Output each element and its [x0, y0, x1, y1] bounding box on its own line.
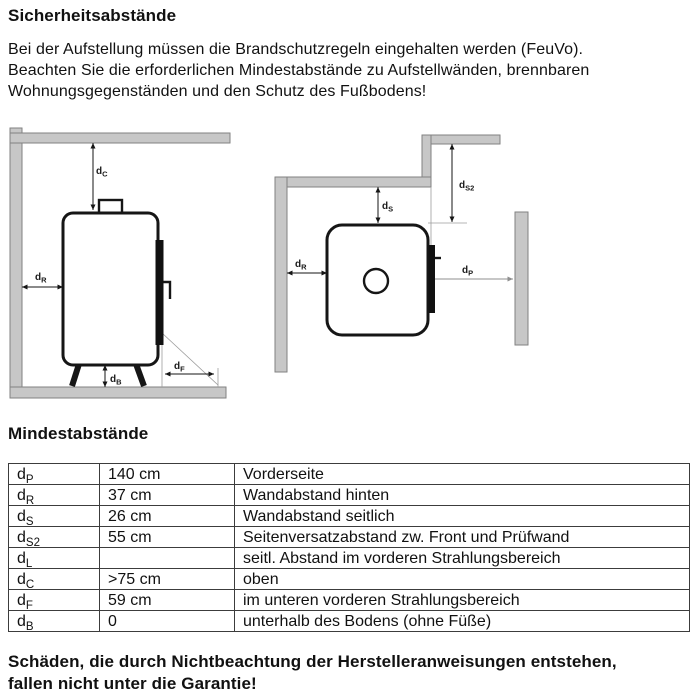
distance-symbol: $d_{S2}$: [9, 527, 100, 548]
dr-label-side: $d_R$: [35, 272, 47, 285]
distance-desc: Wandabstand seitlich: [235, 506, 690, 527]
top-view-diagram: [275, 135, 528, 372]
table-row: [9, 548, 690, 569]
side-wall-top: [277, 177, 431, 187]
rear-wall: [10, 128, 22, 398]
stove-door-side: [156, 240, 164, 345]
table-row: [9, 506, 690, 527]
stove-door-top: [429, 245, 436, 313]
flue-pipe-circle: [364, 269, 388, 293]
intro-paragraph: [8, 39, 589, 102]
door-handle-side: [164, 282, 171, 299]
distance-value: 0: [100, 611, 235, 632]
page-title: Sicherheitsabstände: [8, 6, 177, 25]
ds2-label: $d_{S2}$: [459, 180, 475, 193]
warranty-note-line: Schäden, die durch Nichtbeachtung der Herstelleranweisungen entstehen,: [8, 652, 617, 671]
table-row: [9, 485, 690, 506]
distance-desc: oben: [235, 569, 690, 590]
distance-symbol: $d_F$: [9, 590, 100, 611]
dc-label: $d_C$: [96, 166, 108, 179]
distance-value: 37 cm: [100, 485, 235, 506]
distance-symbol: $d_C$: [9, 569, 100, 590]
stove-rear-leg: [136, 364, 144, 386]
distance-desc: Vorderseite: [235, 464, 690, 485]
ds-label: $d_S$: [382, 201, 394, 214]
offset-wall: [422, 135, 500, 144]
distance-value: [100, 548, 235, 569]
distance-symbol: $d_L$: [9, 548, 100, 569]
side-view-diagram: [10, 128, 230, 398]
stove-front-leg: [72, 364, 79, 386]
distance-value: 140 cm: [100, 464, 235, 485]
db-label: $d_B$: [110, 374, 122, 387]
clearance-diagram-svg: [0, 122, 698, 414]
distance-desc: Wandabstand hinten: [235, 485, 690, 506]
rear-wall-top: [275, 177, 287, 372]
distance-symbol: $d_R$: [9, 485, 100, 506]
distance-value: >75 cm: [100, 569, 235, 590]
distance-value: 59 cm: [100, 590, 235, 611]
table-row: [9, 527, 690, 548]
intro-line: Beachten Sie die erforderlichen Mindestabstände zu Aufstellwänden, brennbaren: [8, 62, 590, 79]
section-title: Mindestabstände: [8, 424, 149, 443]
stove-body-side: [63, 213, 158, 365]
floor: [10, 387, 226, 398]
distance-symbol: $d_B$: [9, 611, 100, 632]
intro-line: Wohnungsgegenständen und den Schutz des Fußbodens!: [8, 83, 427, 100]
distance-desc: unterhalb des Bodens (ohne Füße): [235, 611, 690, 632]
distance-desc: Seitenversatzabstand zw. Front und Prüfwand: [235, 527, 690, 548]
table-row: [9, 464, 690, 485]
warranty-note-line: fallen nicht unter die Garantie!: [8, 673, 257, 693]
dp-label: $d_P$: [462, 265, 474, 278]
distance-value: 55 cm: [100, 527, 235, 548]
distance-desc: seitl. Abstand im vorderen Strahlungsbereich: [235, 548, 690, 569]
distance-symbol: $d_S$: [9, 506, 100, 527]
warranty-note: [8, 651, 617, 694]
clearance-diagrams: [0, 122, 698, 414]
test-wall: [515, 212, 528, 345]
radiation-diagonal-line: [162, 333, 218, 385]
min-distances-table: [8, 463, 690, 632]
table-row: [9, 611, 690, 632]
intro-line: Bei der Aufstellung müssen die Brandschutzregeln eingehalten werden (FeuVo).: [8, 41, 584, 58]
table-row: [9, 569, 690, 590]
ceiling: [10, 133, 230, 143]
distance-value: 26 cm: [100, 506, 235, 527]
dr-label-top: $d_R$: [295, 259, 307, 272]
distance-desc: im unteren vorderen Strahlungsbereich: [235, 590, 690, 611]
distance-symbol: $d_P$: [9, 464, 100, 485]
df-label: $d_F$: [174, 361, 185, 374]
table-row: [9, 590, 690, 611]
